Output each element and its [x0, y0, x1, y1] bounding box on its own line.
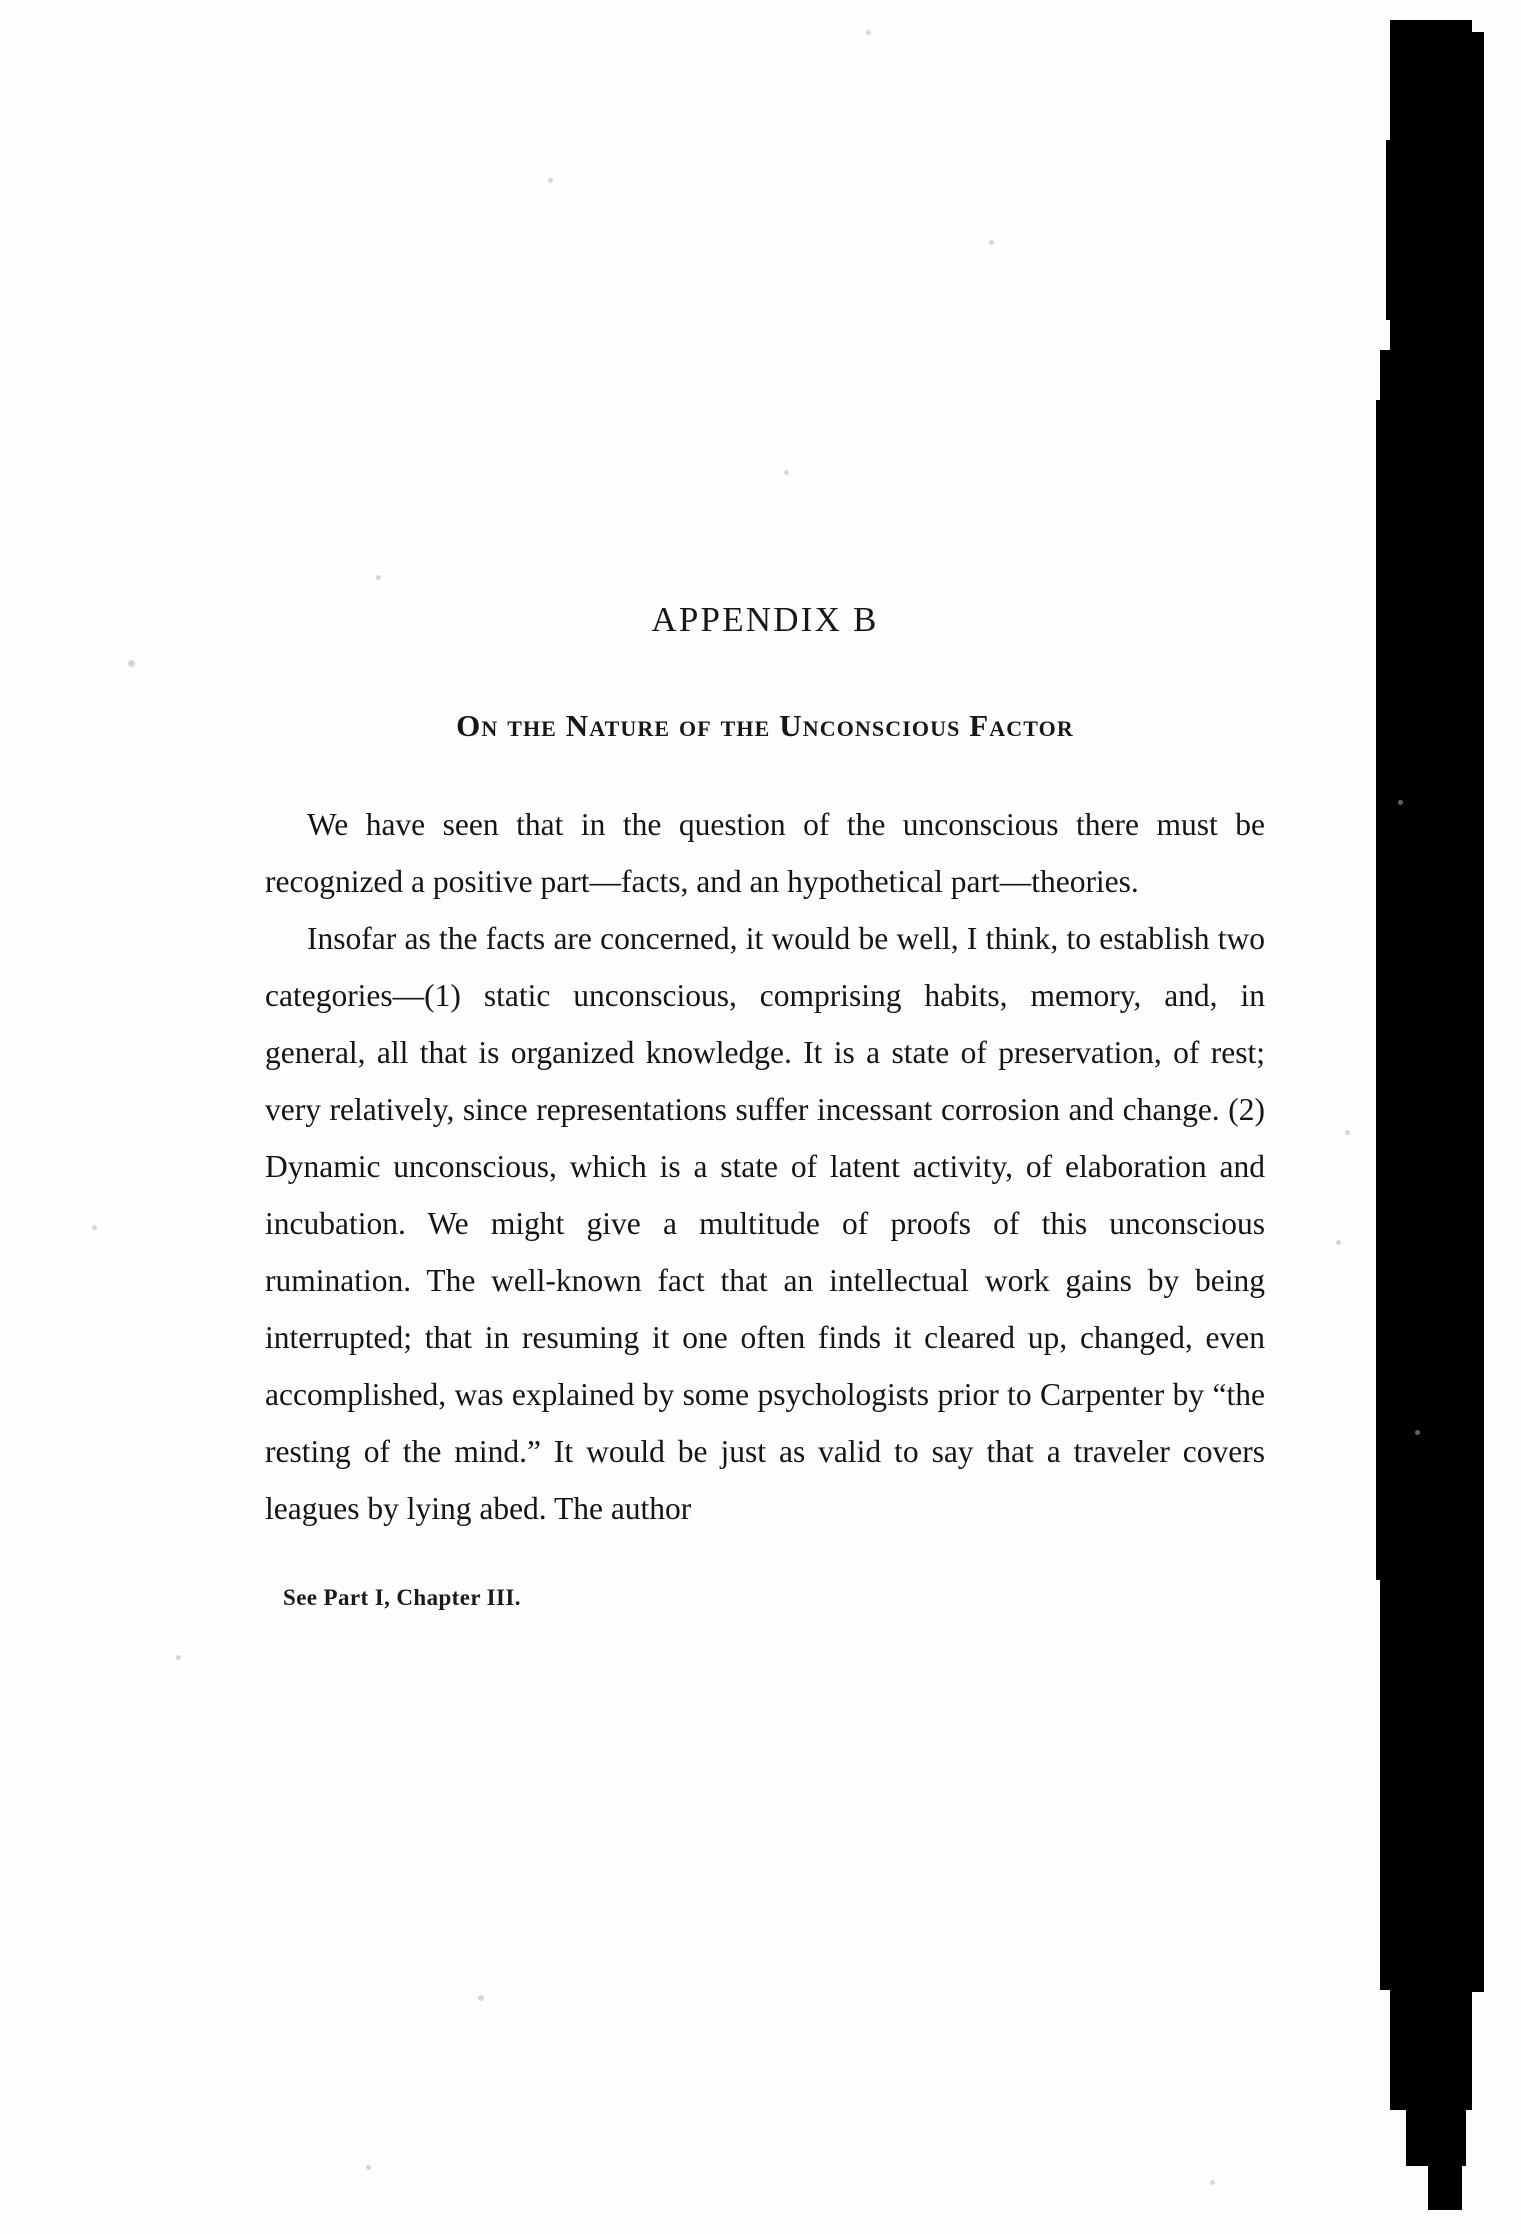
section-heading: On the Nature of the Unconscious Factor — [456, 708, 1074, 743]
scan-speck — [478, 1995, 484, 2001]
scan-speck — [1415, 1430, 1420, 1435]
text-column — [265, 0, 1265, 1611]
scan-speck — [366, 2165, 371, 2170]
scan-speck — [1345, 1130, 1350, 1135]
scan-speck — [1336, 1240, 1341, 1245]
page-title: APPENDIX B — [651, 600, 879, 639]
scan-speck — [1398, 800, 1403, 805]
body-paragraph: Insofar as the facts are concerned, it would be well, I think, to establish two categories—(1) static unconscious, comprising habits, memory, and, in general, all that is organized knowledge. It is a state of preservation, of rest; very relatively, since representations suffer incessant corrosion and change. (2) Dynamic unconscious, which is a state of latent activity, of elaboration and incubation. We might give a multitude of proofs of this unconscious rumination. The well-known fact that an intellectual work gains by being interrupted; that in resuming it one often finds it cleared up, changed, even accomplished, was explained by some psychologists prior to Carpenter by “the resting of the mind.” It would be just as valid to say that a traveler covers leagues by lying abed. The author — [265, 921, 1265, 1526]
scan-speck — [92, 1225, 97, 1230]
scan-speck — [1210, 2180, 1215, 2185]
scan-speck — [176, 1655, 181, 1660]
footnote: See Part I, Chapter III. — [283, 1585, 521, 1610]
body-paragraph: We have seen that in the question of the unconscious there must be recognized a positive part—facts, and an hypothetical part—theories. — [265, 807, 1265, 899]
scan-shadow-artifact — [1376, 20, 1496, 2200]
scan-speck — [128, 660, 135, 667]
